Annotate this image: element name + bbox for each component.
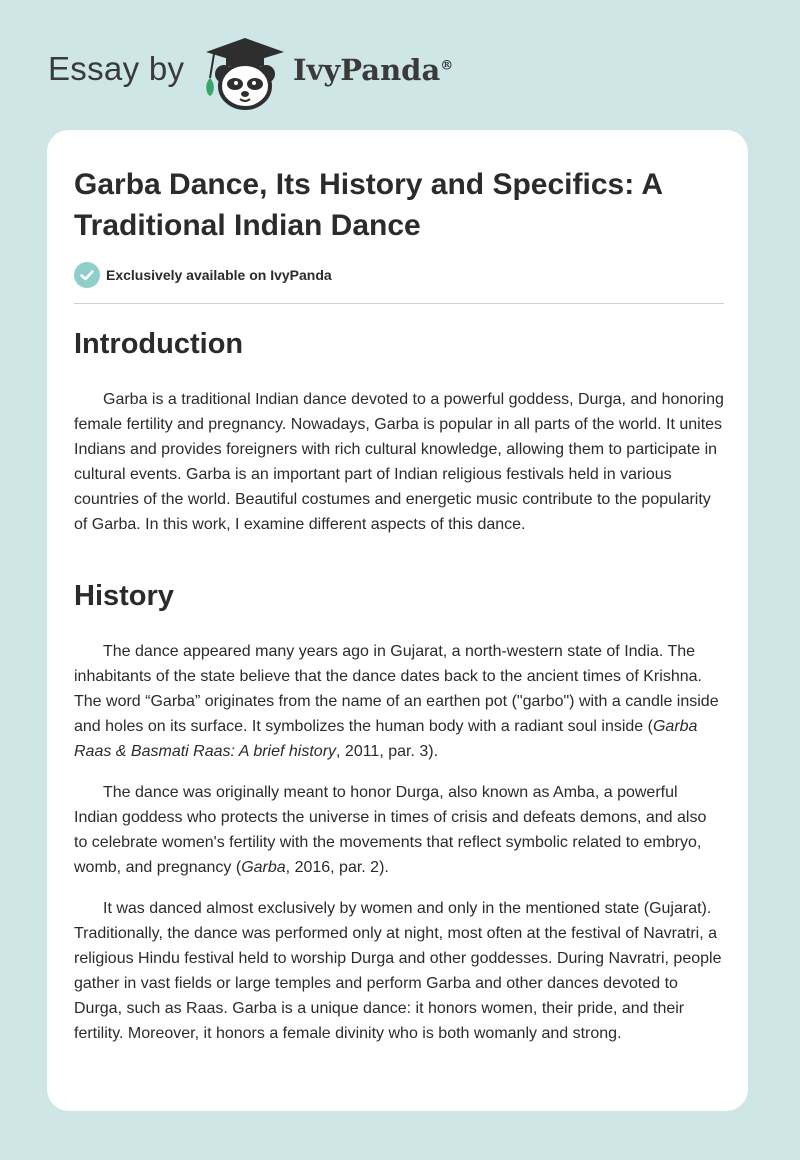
exclusive-badge [74, 262, 332, 288]
section-heading-history: History [74, 580, 174, 612]
check-circle-icon [74, 262, 100, 288]
citation-title: Garba Raas & Basmati Raas: A brief history [74, 718, 698, 760]
essay-card [47, 130, 748, 1111]
paragraph: The dance was originally meant to honor Durga, also known as Amba, a powerful Indian goddess who protects the universe in times of crisis and defeats demons, and also to celebrate women's fertility with the movements that reflect symbolic related to embryo, womb, and pregnancy (Garba, 2016, par. 2). [74, 784, 707, 876]
brand-name[interactable] [293, 53, 453, 87]
essay-by-label: Essay by [48, 50, 185, 87]
paragraph: Garba is a traditional Indian dance devoted to a powerful goddess, Durga, and honoring female fertility and pregnancy. Nowadays, Garba is popular in all parts of the world. It unites Indians and provides foreigners with rich cultural knowledge, allowing them to participate in cultural events. Garba is an important part of Indian religious festivals held in various countries of the world. Beautiful costumes and energetic music contribute to the popularity of Garba. In this work, I examine different aspects of this dance. [74, 391, 724, 533]
brand-text: IvyPanda [293, 53, 441, 87]
citation-title: Garba [241, 859, 286, 876]
exclusive-badge-label: Exclusively available on IvyPanda [106, 267, 332, 283]
paragraph: It was danced almost exclusively by women and only in the mentioned state (Gujarat). Traditionally, the dance was performed only at night, most often at the festival of Navratri, a religious Hindu festival held to worship Durga and other goddesses. During Navratri, people gather in vast fields or large temples and perform Garba and other dances devoted to Durga, such as Raas. Garba is a unique dance: it honors women, their pride, and their fertility. Moreover, it honors a female divinity who is both womanly and strong. [74, 900, 722, 1042]
section-heading-introduction: Introduction [74, 328, 244, 360]
paragraph: The dance appeared many years ago in Gujarat, a north-western state of India. The inhabitants of the state believe that the dance dates back to the ancient times of Krishna. The word “Garba” originates from the name of an earthen pot ("garbo") with a candle inside and holes on its surface. It symbolizes the human body with a radiant soul inside (Garba Raas & Basmati Raas: A brief history, 2011, par. 3). [74, 643, 719, 760]
panda-graduation-logo-icon[interactable] [200, 34, 290, 115]
essay-title: Garba Dance, Its History and Specifics: A Traditional Indian Dance [74, 168, 662, 242]
site-header [48, 30, 568, 110]
registered-mark: ® [440, 58, 454, 74]
title-divider [74, 303, 724, 304]
